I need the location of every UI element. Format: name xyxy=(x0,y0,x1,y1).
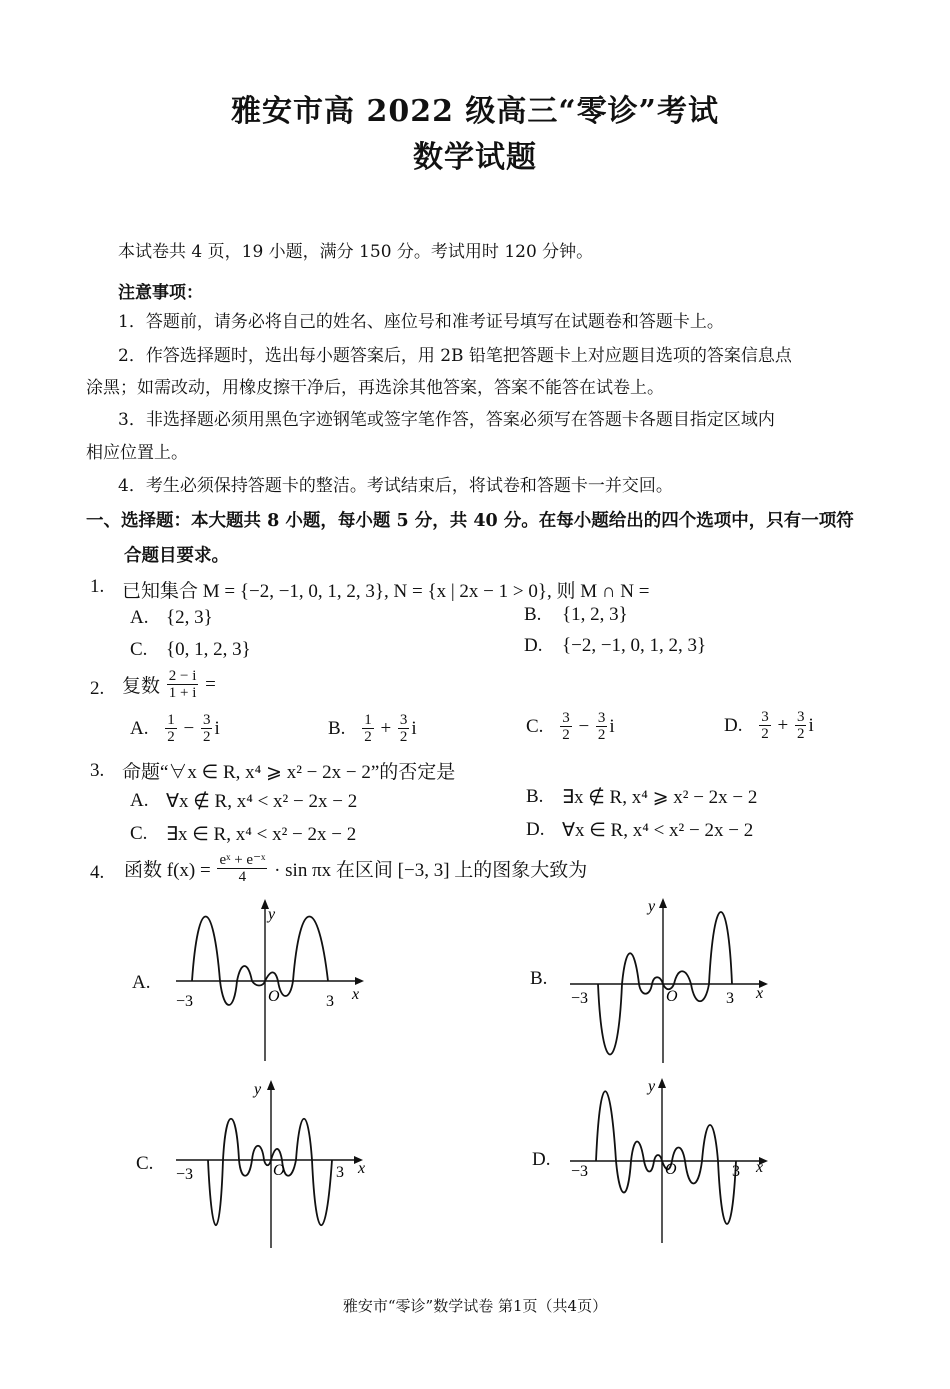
option-label: B. xyxy=(530,968,548,989)
x-label: x xyxy=(756,985,764,1002)
tick-label-right: 3 xyxy=(326,993,334,1010)
stem-text: 函数 f(x) = xyxy=(124,860,211,881)
operator: − xyxy=(578,715,590,737)
question-number: 1. xyxy=(90,576,105,597)
fraction xyxy=(362,712,374,745)
page-footer: 雅安市“零诊”数学试卷 第1页（共4页） xyxy=(342,1297,608,1315)
function-curve xyxy=(598,912,732,1055)
y-axis-arrow-icon xyxy=(267,1080,275,1090)
tick-label-left: −3 xyxy=(571,1163,589,1180)
option-label: A. xyxy=(130,607,149,628)
option-label: D. xyxy=(524,635,543,656)
origin-label: O xyxy=(273,1162,285,1179)
stem-text: · sin πx 在区间 [−3, 3] 上的图象大致为 xyxy=(274,860,588,881)
x-label: x xyxy=(756,1159,764,1176)
imaginary-unit: i xyxy=(214,717,220,739)
fraction-numerator: 1 xyxy=(364,712,372,728)
x-label: x xyxy=(352,986,360,1003)
function-curve xyxy=(192,917,328,1006)
fraction-denominator: 2 xyxy=(597,727,606,743)
fraction-denominator: 2 xyxy=(364,729,372,745)
imaginary-unit: i xyxy=(808,714,814,736)
exam-title: 雅安市高 2022 级高三“零诊”考试 xyxy=(231,94,719,129)
question-stem: 命题“∀x ∈ R, x⁴ ⩾ x² − 2x − 2”的否定是 xyxy=(122,762,456,783)
tick-label-right: 3 xyxy=(732,1163,740,1180)
imaginary-unit: i xyxy=(411,717,417,739)
notice-heading: 注意事项： xyxy=(118,283,203,303)
option-q2-d xyxy=(724,709,814,742)
y-label: y xyxy=(268,906,276,923)
question-stem xyxy=(124,852,587,885)
fraction xyxy=(596,710,608,743)
option-q2-c xyxy=(526,710,615,743)
option-q2-a xyxy=(130,712,220,745)
fraction xyxy=(759,709,771,742)
fraction-numerator: 1 xyxy=(167,712,175,728)
option-label: A. xyxy=(130,717,149,739)
option-label: B. xyxy=(524,604,542,625)
option-label: C. xyxy=(526,715,544,737)
fraction-denominator: 2 xyxy=(796,726,805,742)
question-number: 3. xyxy=(90,760,105,781)
equals-sign: = xyxy=(205,673,216,695)
tick-label-left: −3 xyxy=(176,1166,194,1183)
y-label: y xyxy=(254,1081,262,1098)
option-text: ∀x ∈ R, x⁴ < x² − 2x − 2 xyxy=(562,820,754,841)
imaginary-unit: i xyxy=(609,715,615,737)
option-label: C. xyxy=(130,823,148,844)
graph-a xyxy=(168,895,378,1063)
option-label: D. xyxy=(526,819,545,840)
function-curve xyxy=(596,1091,736,1224)
question-number: 4. xyxy=(90,862,105,883)
fraction xyxy=(217,852,267,885)
fraction-numerator: eˣ + e⁻ˣ xyxy=(219,852,266,868)
option-text: {−2, −1, 0, 1, 2, 3} xyxy=(562,635,707,656)
origin-label: O xyxy=(268,988,280,1005)
question-stem xyxy=(122,668,216,701)
fraction xyxy=(398,712,410,745)
fraction-numerator: 3 xyxy=(202,712,211,728)
notice-item: 4．考生必须保持答题卡的整洁。考试结束后，将试卷和答题卡一并交回。 xyxy=(118,476,673,496)
option-text: {0, 1, 2, 3} xyxy=(166,639,251,660)
notice-item: 2．作答选择题时，选出每小题答案后，用 2B 铅笔把答题卡上对应题目选项的答案信息点 xyxy=(118,346,792,366)
stem-text: 复数 xyxy=(122,676,161,697)
option-label: B. xyxy=(526,786,544,807)
tick-label-right: 3 xyxy=(336,1164,344,1181)
option-text: ∃x ∉ R, x⁴ ⩾ x² − 2x − 2 xyxy=(562,787,758,808)
operator: − xyxy=(183,717,195,739)
fraction-numerator: 3 xyxy=(562,710,570,726)
notice-item: 1．答题前，请务必将自己的姓名、座位号和准考证号填写在试题卷和答题卡上。 xyxy=(118,312,724,332)
tick-label-left: −3 xyxy=(176,993,194,1010)
graph-d xyxy=(568,1073,778,1245)
option-label: D. xyxy=(724,714,743,736)
section-heading-cont: 合题目要求。 xyxy=(124,546,229,566)
exam-intro: 本试卷共 4 页，19 小题，满分 150 分。考试用时 120 分钟。 xyxy=(118,242,594,262)
fraction-numerator: 2 − i xyxy=(168,668,197,684)
fraction-numerator: 3 xyxy=(761,709,769,725)
fraction-numerator: 3 xyxy=(796,709,805,725)
origin-label: O xyxy=(666,988,678,1005)
x-label: x xyxy=(358,1160,366,1177)
fraction-denominator: 2 xyxy=(399,729,408,745)
subject-title: 数学试题 xyxy=(413,140,537,175)
fraction xyxy=(795,709,807,742)
tick-label-right: 3 xyxy=(726,990,734,1007)
fraction-denominator: 2 xyxy=(202,729,211,745)
graph-c xyxy=(172,1075,382,1250)
question-number: 2. xyxy=(90,678,105,699)
fraction xyxy=(165,712,177,745)
option-label: C. xyxy=(136,1153,154,1174)
origin-label: O xyxy=(665,1161,677,1178)
notice-item: 涂黑；如需改动，用橡皮擦干净后，再选涂其他答案，答案不能答在试卷上。 xyxy=(86,378,664,398)
section-heading: 一、选择题：本大题共 8 小题，每小题 5 分，共 40 分。在每小题给出的四个选项中，只有一项符 xyxy=(86,511,854,531)
fraction-denominator: 4 xyxy=(238,869,247,885)
fraction-denominator: 2 xyxy=(761,726,769,742)
y-axis-arrow-icon xyxy=(659,898,667,908)
option-text: {2, 3} xyxy=(166,607,213,628)
y-label: y xyxy=(648,898,656,915)
option-label: C. xyxy=(130,639,148,660)
option-label: A. xyxy=(132,972,151,993)
fraction-numerator: 3 xyxy=(597,710,606,726)
option-label: A. xyxy=(130,790,149,811)
x-axis-arrow-icon xyxy=(355,977,364,985)
option-text: {1, 2, 3} xyxy=(562,604,628,625)
question-stem: 已知集合 M = {−2, −1, 0, 1, 2, 3}, N = {x | 2x − 1 > 0}, 则 M ∩ N = xyxy=(122,581,650,602)
y-label: y xyxy=(648,1078,656,1095)
notice-item: 3．非选择题必须用黑色字迹钢笔或签字笔作答，答案必须写在答题卡各题目指定区域内 xyxy=(118,410,775,430)
fraction xyxy=(167,668,199,701)
tick-label-left: −3 xyxy=(571,990,589,1007)
function-curve xyxy=(208,1119,332,1226)
fraction-numerator: 3 xyxy=(399,712,408,728)
y-axis-arrow-icon xyxy=(658,1078,666,1088)
option-text: ∀x ∉ R, x⁴ < x² − 2x − 2 xyxy=(166,791,358,812)
option-label: D. xyxy=(532,1149,551,1170)
option-label: B. xyxy=(328,717,346,739)
option-q2-b xyxy=(328,712,417,745)
fraction-denominator: 2 xyxy=(167,729,175,745)
fraction xyxy=(201,712,213,745)
fraction xyxy=(560,710,572,743)
operator: + xyxy=(380,717,392,739)
graph-b xyxy=(568,893,778,1065)
notice-item: 相应位置上。 xyxy=(86,443,188,463)
operator: + xyxy=(777,714,789,736)
option-text: ∃x ∈ R, x⁴ < x² − 2x − 2 xyxy=(166,824,357,845)
fraction-denominator: 2 xyxy=(562,727,570,743)
fraction-denominator: 1 + i xyxy=(168,685,197,701)
